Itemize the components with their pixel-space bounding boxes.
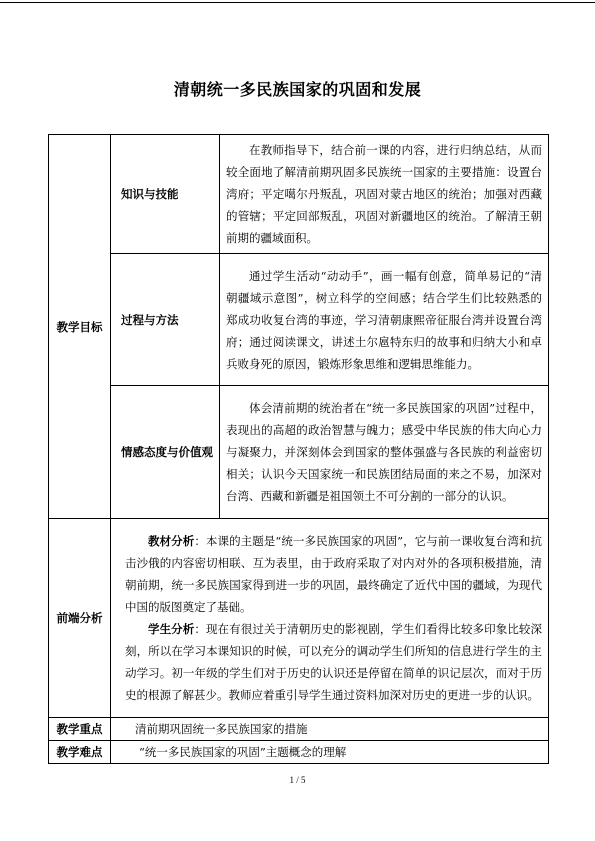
textbook-analysis [125, 530, 542, 618]
analysis-cell [111, 519, 549, 718]
process-row [49, 254, 549, 386]
analysis-row [49, 519, 549, 718]
student-lead: 学生分析 [148, 622, 195, 636]
key-label: 教学重点 [49, 718, 111, 741]
emotion-label: 情感态度与价值观 [111, 386, 220, 519]
process-text: 通过学生活动“动动手”，画一幅有创意，简单易记的“清朝疆域示意图”，树立科学的空间感；结合学生们比较熟悉的郑成功收复台湾的事迹，学习清朝康熙帝征服台湾并设置台湾府；通过阅读课文，讲述土尔扈特东归的故事和归纳大小和卓兵败身死的原因，锻炼形象思维和逻辑思维能力。 [226, 268, 542, 371]
difficult-row [49, 741, 549, 764]
student-text: ：现在有很过关于清朝历史的影视剧，学生们看得比较多印象比较深刻，所以在学习本课知识的时候，可以充分的调动学生们所知的信息进行学生的主动学习。初一年级的学生们对于历史的认识还是停留在简单的识记层次，而对于历史的根源了解甚少。教师应着重引导学生通过资料加深对历史的更进一步的认识。 [125, 622, 543, 702]
page-title: 清朝统一多民族国家的巩固和发展 [173, 80, 422, 99]
key-row [49, 718, 549, 741]
analysis-label: 前端分析 [49, 519, 111, 718]
knowledge-row [49, 135, 549, 254]
knowledge-cell [220, 135, 549, 254]
key-text: 清前期巩固统一多民族国家的措施 [111, 718, 549, 741]
emotion-row [49, 386, 549, 519]
difficult-label: 教学难点 [49, 741, 111, 764]
student-analysis [125, 618, 542, 706]
top-rule [0, 2, 595, 3]
knowledge-label: 知识与技能 [111, 135, 220, 254]
textbook-text: ：本课的主题是“统一多民族国家的巩固”，它与前一课收复台湾和抗击沙俄的内容密切相联、互为表里，由于政府采取了对内对外的各项积极措施，清朝前期，统一多民族国家得到进一步的巩固，最终确定了近代中国的疆域，为现代中国的版图奠定了基础。 [125, 534, 542, 614]
emotion-text: 体会清前期的统治者在“统一多民族国家的巩固”过程中，表现出的高超的政治智慧与魄力；感受中华民族的伟大向心力与凝聚力，并深刻体会到国家的整体强盛与各民族的利益密切相关；认识今天国家统一和民族团结局面的来之不易，加深对台湾、西藏和新疆是祖国领土不可分割的一部分的认识。 [226, 401, 542, 503]
difficult-text: “统一多民族国家的巩固”主题概念的理解 [111, 741, 549, 764]
textbook-lead: 教材分析 [148, 534, 195, 548]
process-cell [220, 254, 549, 386]
emotion-cell [220, 386, 549, 519]
process-label: 过程与方法 [111, 254, 220, 386]
page-number: 1 / 5 [289, 775, 306, 785]
lesson-plan-table [48, 134, 549, 764]
knowledge-text: 在教师指导下，结合前一课的内容，进行归纳总结，从而较全面地了解清前期巩固多民族统一国家的主要措施：设置台湾府；平定噶尔丹叛乱，巩固对蒙古地区的统治；加强对西藏的管辖；平定回部叛乱，巩固对新疆地区的统治。了解清王朝前期的疆域面积。 [226, 143, 542, 245]
goals-label: 教学目标 [49, 135, 111, 519]
